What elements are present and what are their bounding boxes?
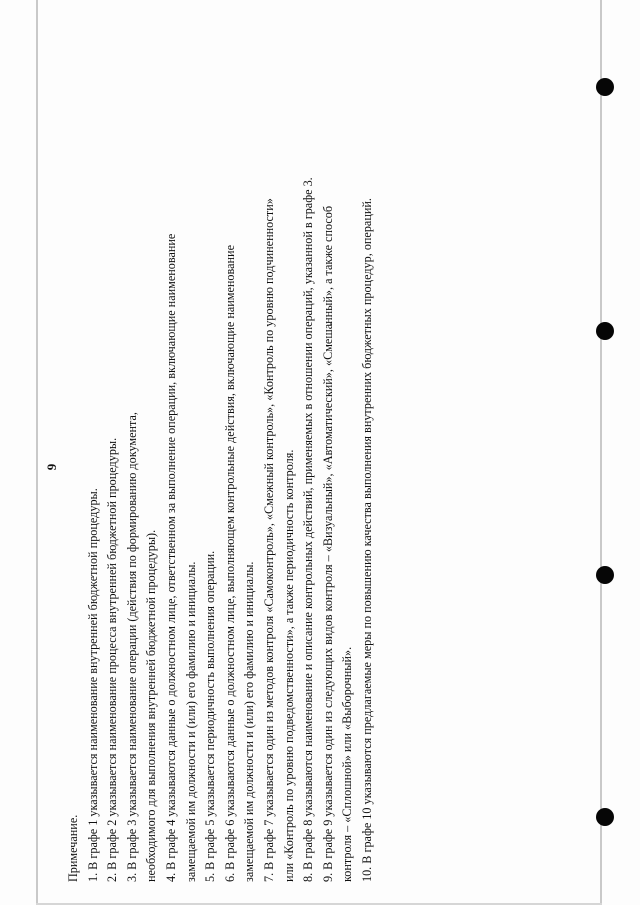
note-line: 1. В графе 1 указывается наименование внутренней бюджетной процедуры. <box>85 488 100 882</box>
note-line: 6. В графе 6 указываются данные о должностном лице, выполняющем контрольные действия, включающие наименование <box>222 245 237 882</box>
note-line: или «Контроль по уровню подведомственности», а также периодичность контроля. <box>281 449 296 882</box>
note-line: 9. В графе 9 указывается один из следующих видов контроля – «Визуальный», «Автоматический», «Смешанный», а также способ <box>320 205 335 882</box>
note-line: 8. В графе 8 указываются наименование и описание контрольных действий, применяемых в отношении операций, указанной в графе 3. <box>301 177 316 882</box>
page-edge-right <box>600 0 602 905</box>
note-line: контроля – «Сплошной» или «Выборочный». <box>340 646 355 882</box>
note-line: замещаемой им должности и (или) его фамилию и инициалы. <box>183 561 198 882</box>
note-line: необходимого для выполнения внутренней бюджетной процедуры). <box>144 529 159 882</box>
page-number: 9 <box>44 463 59 471</box>
note-line: 7. В графе 7 указывается один из методов контроля «Самоконтроль», «Смежный контроль», «Контроль по уровню подчиненности» <box>261 198 276 882</box>
punch-hole <box>596 78 614 96</box>
page-edge-left <box>36 0 38 905</box>
punch-hole <box>596 808 614 826</box>
note-line: замещаемой им должности и (или) его фамилию и инициалы. <box>242 561 257 882</box>
note-line: 10. В графе 10 указываются предлагаемые меры по повышению качества выполнения внутренних бюджетных процедур, операций. <box>359 198 374 882</box>
note-line: 5. В графе 5 указывается периодичность выполнения операции. <box>203 550 218 882</box>
note-line: 4. В графе 4 указываются данные о должностном лице, ответственном за выполнение операции, включающие наименование <box>163 233 178 882</box>
notes-block <box>64 22 378 882</box>
note-line: 3. В графе 3 указывается наименование операции (действия по формированию документа, <box>124 412 139 882</box>
note-line: 2. В графе 2 указывается наименование процесса внутренней бюджетной процедуры. <box>105 437 120 882</box>
punch-hole <box>596 322 614 340</box>
punch-hole <box>596 566 614 584</box>
notes-heading: Примечание. <box>66 814 80 882</box>
